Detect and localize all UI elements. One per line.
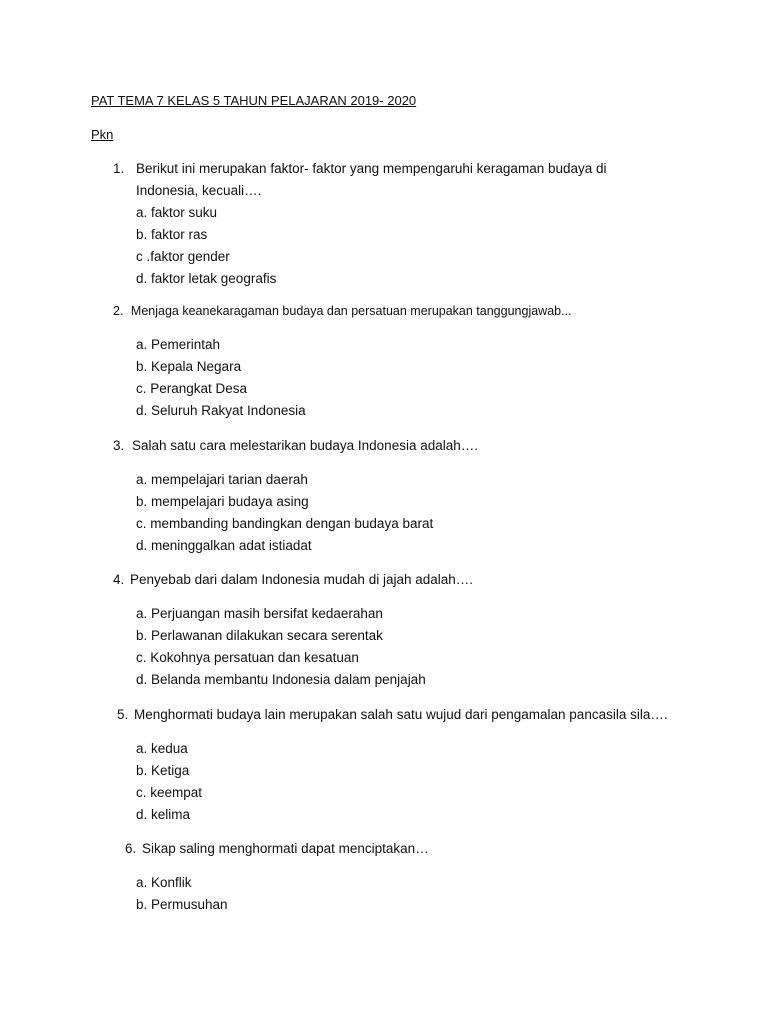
option-d: d. meninggalkan adat istiadat xyxy=(136,538,312,553)
question-5 xyxy=(117,704,668,726)
option-c: c. keempat xyxy=(136,785,203,800)
option-c: c .faktor gender xyxy=(136,249,230,264)
option-d: d. Seluruh Rakyat Indonesia xyxy=(136,403,306,418)
option-c: c. Kokohnya persatuan dan kesatuan xyxy=(136,650,359,665)
option-a: a. kedua xyxy=(136,741,188,756)
question-number: 3. xyxy=(113,438,125,453)
question-text: Menjaga keanekaragaman budaya dan persatuan merupakan tanggungjawab... xyxy=(130,304,572,318)
option-b: b. Kepala Negara xyxy=(136,359,242,374)
question-number: 4. xyxy=(113,572,125,587)
document-title: PAT TEMA 7 KELAS 5 TAHUN PELAJARAN 2019- 2020 xyxy=(91,93,417,108)
question-text: Menghormati budaya lain merupakan salah satu wujud dari pengamalan pancasila sila…. xyxy=(134,707,668,722)
question-3 xyxy=(113,435,478,457)
question-1 xyxy=(113,158,124,180)
question-text-line2: Indonesia, kecuali…. xyxy=(136,183,262,198)
question-text: Penyebab dari dalam Indonesia mudah di jajah adalah…. xyxy=(130,572,474,587)
option-b: b. Perlawanan dilakukan secara serentak xyxy=(136,628,383,643)
subject-heading: Pkn xyxy=(91,127,114,142)
option-a: a. mempelajari tarian daerah xyxy=(136,472,308,487)
option-a: a. Konflik xyxy=(136,875,192,890)
option-c: c. membanding bandingkan dengan budaya barat xyxy=(136,516,434,531)
question-text: Salah satu cara melestarikan budaya Indonesia adalah…. xyxy=(132,438,479,453)
question-text: Sikap saling menghormati dapat menciptakan… xyxy=(142,841,429,856)
option-b: b. Ketiga xyxy=(136,763,190,778)
option-b: b. faktor ras xyxy=(136,227,208,242)
question-number: 2. xyxy=(113,304,124,318)
option-d: d. kelima xyxy=(136,807,191,822)
option-a: a. Pemerintah xyxy=(136,337,221,352)
option-d: d. faktor letak geografis xyxy=(136,271,277,286)
question-number: 5. xyxy=(117,707,129,722)
question-text-line1: Berikut ini merupakan faktor- faktor yang mempengaruhi keragaman budaya di xyxy=(136,161,607,176)
question-6 xyxy=(125,838,429,860)
option-b: b. mempelajari budaya asing xyxy=(136,494,309,509)
option-d: d. Belanda membantu Indonesia dalam penjajah xyxy=(136,672,426,687)
question-2 xyxy=(113,300,572,322)
question-number: 6. xyxy=(125,841,137,856)
option-a: a. Perjuangan masih bersifat kedaerahan xyxy=(136,606,383,621)
option-b: b. Permusuhan xyxy=(136,897,228,912)
option-a: a. faktor suku xyxy=(136,205,218,220)
option-c: c. Perangkat Desa xyxy=(136,381,248,396)
question-4 xyxy=(113,569,473,591)
question-number: 1. xyxy=(113,161,125,176)
